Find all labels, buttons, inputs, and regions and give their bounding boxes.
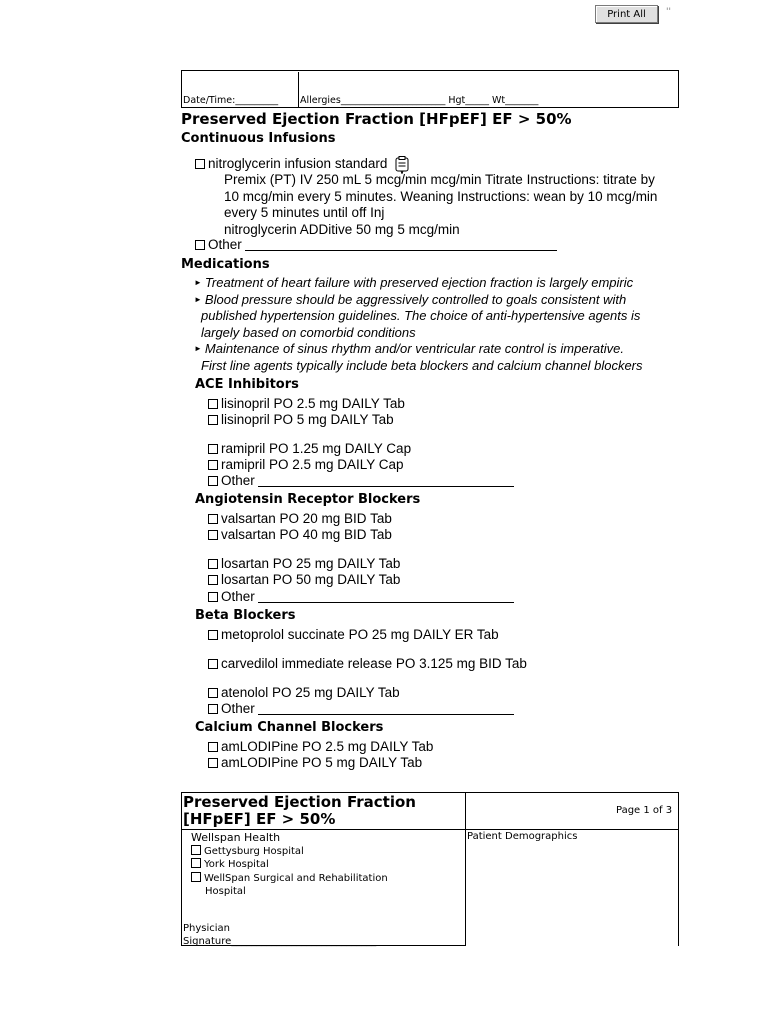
hospital-option-cont: Hospital <box>205 886 246 897</box>
checkbox[interactable] <box>195 240 205 250</box>
signature-field[interactable]: Signature_____________________________ <box>183 936 377 947</box>
option-label: Other <box>208 237 242 252</box>
option-label: York Hospital <box>204 859 269 870</box>
checkbox[interactable] <box>208 530 218 540</box>
option-label: amLODIPine PO 2.5 mg DAILY Tab <box>221 739 434 754</box>
instruction-line: every 5 minutes until off Inj <box>224 205 385 220</box>
ace-other-option[interactable] <box>208 473 514 489</box>
note-line: published hypertension guidelines. The choice of anti-hypertensive agents is <box>201 308 641 323</box>
checkbox[interactable] <box>208 659 218 669</box>
page-title: Preserved Ejection Fraction [HFpEF] EF > 50% <box>181 110 572 128</box>
bullet-icon: ► <box>194 278 202 287</box>
instruction-line: 10 mcg/min every 5 minutes. Weaning Instructions: wean by 10 mcg/min <box>224 188 658 204</box>
other-input-line[interactable] <box>245 238 557 251</box>
footer-divider <box>181 829 679 830</box>
date-time-field[interactable]: Date/Time:_________ <box>183 95 279 106</box>
ace-option[interactable] <box>208 412 394 428</box>
hospital-option[interactable] <box>191 858 269 870</box>
instruction-line: nitroglycerin ADDitive 50 mg 5 mcg/min <box>224 221 460 237</box>
subheading-ccb: Calcium Channel Blockers <box>195 720 384 735</box>
note-line: First line agents typically include beta blockers and calcium channel blockers <box>201 357 643 373</box>
option-label: lisinopril PO 2.5 mg DAILY Tab <box>221 396 405 411</box>
option-label: atenolol PO 25 mg DAILY Tab <box>221 685 400 700</box>
beta-option[interactable] <box>208 656 527 672</box>
option-label: ramipril PO 2.5 mg DAILY Cap <box>221 457 404 472</box>
page-indicator: Page 1 of 3 <box>616 805 673 816</box>
arb-other-option[interactable] <box>208 589 514 605</box>
other-input-line[interactable] <box>258 702 514 715</box>
arb-option[interactable] <box>208 511 392 527</box>
medication-notes <box>194 275 643 374</box>
other-input-line[interactable] <box>258 590 514 603</box>
checkbox[interactable] <box>208 415 218 425</box>
checkbox[interactable] <box>208 758 218 768</box>
print-all-button[interactable]: Print All <box>595 5 658 23</box>
checkbox[interactable] <box>208 514 218 524</box>
header-divider <box>298 72 299 108</box>
checkbox[interactable] <box>195 159 205 169</box>
ace-option[interactable] <box>208 441 411 457</box>
footer-title-line: Preserved Ejection Fraction <box>183 793 416 811</box>
infusion-other-option[interactable] <box>195 237 557 253</box>
note-line: largely based on comorbid conditions <box>201 324 416 340</box>
checkbox[interactable] <box>208 630 218 640</box>
ccb-option[interactable] <box>208 755 422 771</box>
footer-title-line: [HFpEF] EF > 50% <box>183 810 336 828</box>
option-label: amLODIPine PO 5 mg DAILY Tab <box>221 755 423 770</box>
patient-demographics-label: Patient Demographics <box>467 831 578 842</box>
beta-other-option[interactable] <box>208 701 514 717</box>
option-label: Other <box>221 473 255 488</box>
option-label: Other <box>221 589 255 604</box>
checkbox[interactable] <box>208 399 218 409</box>
checkbox[interactable] <box>191 858 201 868</box>
physician-label: Physician <box>183 923 231 934</box>
ace-option[interactable] <box>208 396 405 412</box>
beta-option[interactable] <box>208 685 400 701</box>
instruction-line: Premix (PT) IV 250 mL 5 mcg/min mcg/min Titrate Instructions: titrate by <box>224 172 655 187</box>
bullet-icon: ► <box>194 294 202 304</box>
toolbar-dots: '' <box>666 7 671 17</box>
subheading-ace-inhibitors: ACE Inhibitors <box>195 377 299 392</box>
subheading-arb: Angiotensin Receptor Blockers <box>195 492 421 507</box>
checkbox[interactable] <box>208 742 218 752</box>
infusion-instructions <box>224 172 657 238</box>
checkbox[interactable] <box>208 559 218 569</box>
hospital-option[interactable] <box>191 872 388 884</box>
ace-option[interactable] <box>208 457 404 473</box>
option-label: Gettysburg Hospital <box>204 846 304 857</box>
note-line: Treatment of heart failure with preserved ejection fraction is largely empiric <box>204 275 634 290</box>
allergies-field[interactable]: Allergies______________________ Hgt_____ Wt_______ <box>300 95 539 106</box>
checkbox[interactable] <box>208 444 218 454</box>
beta-option[interactable] <box>208 627 499 643</box>
checkbox[interactable] <box>191 845 201 855</box>
option-label: losartan PO 50 mg DAILY Tab <box>221 572 401 587</box>
option-label: losartan PO 25 mg DAILY Tab <box>221 556 401 571</box>
option-label: Other <box>221 701 255 716</box>
note-line: Maintenance of sinus rhythm and/or ventricular rate control is imperative. <box>204 341 625 356</box>
option-label: valsartan PO 20 mg BID Tab <box>221 511 392 526</box>
arb-option[interactable] <box>208 556 400 572</box>
option-label: carvedilol immediate release PO 3.125 mg BID Tab <box>221 656 527 671</box>
checkbox[interactable] <box>208 476 218 486</box>
bullet-icon: ► <box>194 344 202 353</box>
checkbox[interactable] <box>208 592 218 602</box>
option-label: nitroglycerin infusion standard <box>208 156 388 171</box>
hospital-option[interactable] <box>191 845 304 857</box>
checkbox[interactable] <box>208 704 218 714</box>
checkbox[interactable] <box>208 575 218 585</box>
section-heading-continuous-infusions: Continuous Infusions <box>181 131 336 146</box>
option-label: lisinopril PO 5 mg DAILY Tab <box>221 412 394 427</box>
note-line: Blood pressure should be aggressively controlled to goals consistent with <box>204 291 627 307</box>
arb-option[interactable] <box>208 527 392 543</box>
checkbox[interactable] <box>208 460 218 470</box>
option-label: metoprolol succinate PO 25 mg DAILY ER Tab <box>221 627 499 642</box>
option-label: valsartan PO 40 mg BID Tab <box>221 527 392 542</box>
option-label: ramipril PO 1.25 mg DAILY Cap <box>221 441 412 456</box>
checkbox[interactable] <box>208 688 218 698</box>
other-input-line[interactable] <box>258 474 514 487</box>
section-heading-medications: Medications <box>181 257 270 272</box>
ccb-option[interactable] <box>208 739 433 755</box>
checkbox[interactable] <box>191 872 201 882</box>
option-label: WellSpan Surgical and Rehabilitation <box>204 873 388 884</box>
arb-option[interactable] <box>208 572 400 588</box>
org-name: Wellspan Health <box>191 831 281 844</box>
footer-title <box>183 794 416 828</box>
subheading-beta-blockers: Beta Blockers <box>195 608 296 623</box>
